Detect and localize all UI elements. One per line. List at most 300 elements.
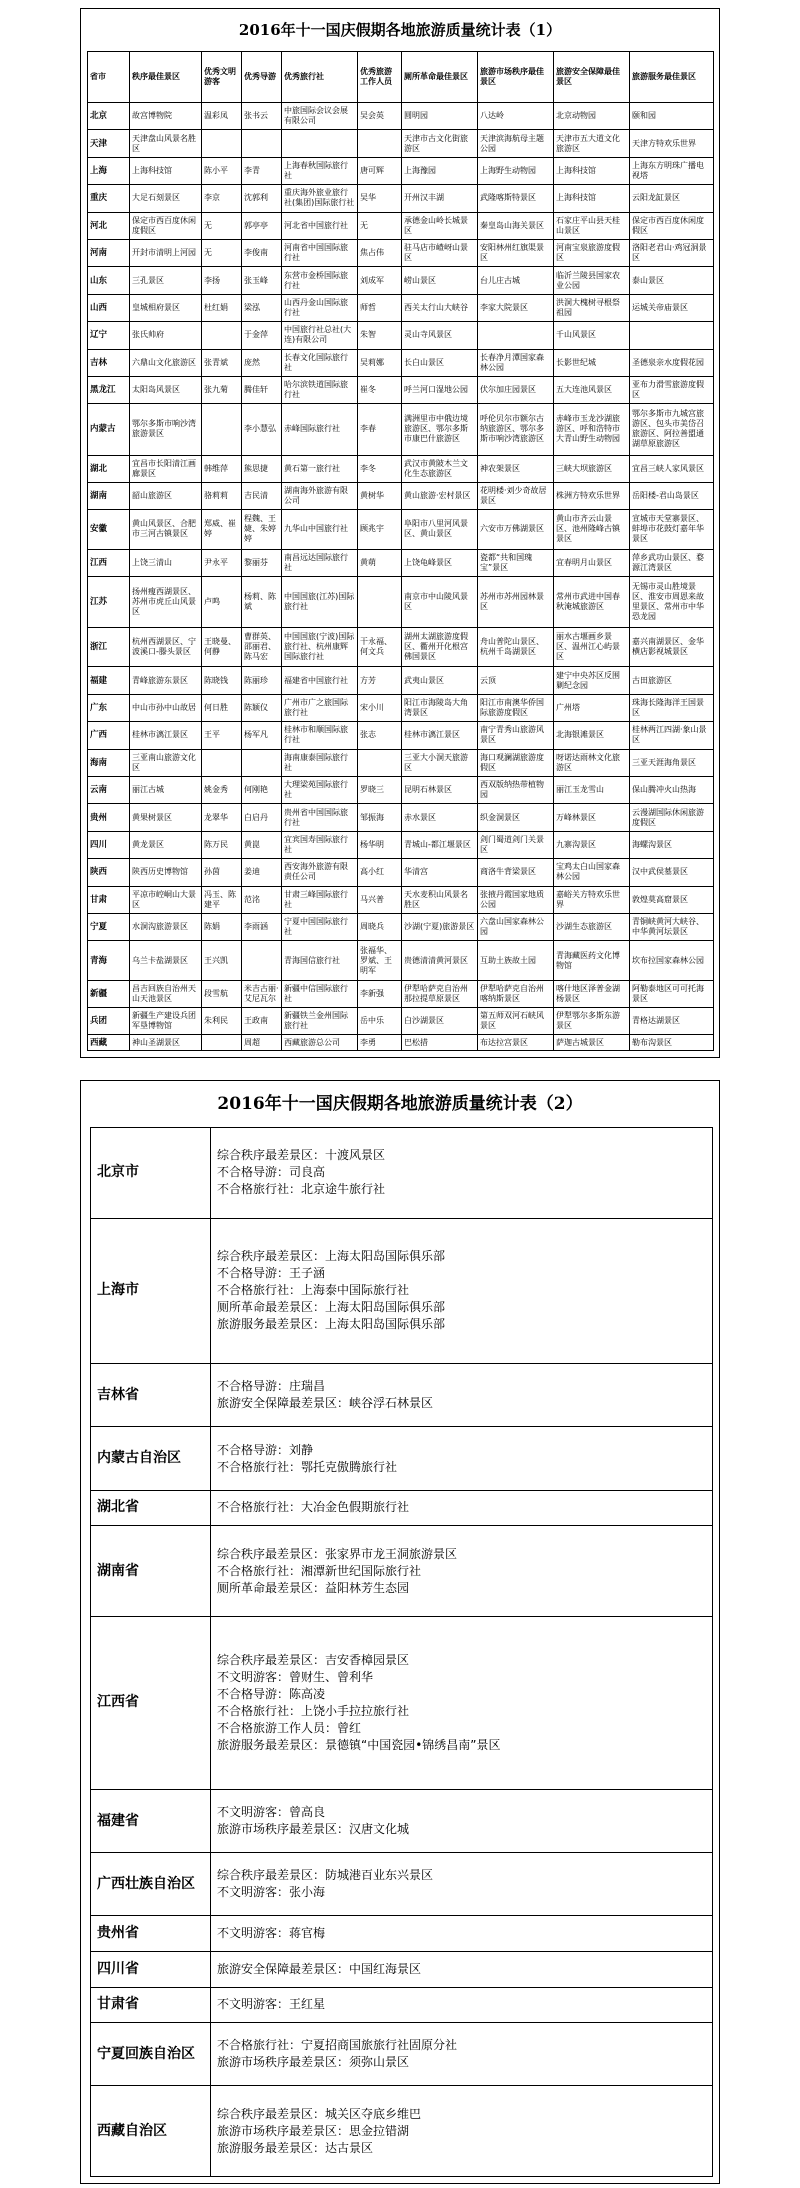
table-cell: 天水麦积山风景名胜区 [402, 886, 478, 913]
table-row [91, 1427, 713, 1490]
table-cell: 中旅国际会议会展有限公司 [282, 103, 358, 130]
table-cell: 李扬 [202, 267, 242, 294]
table-cell: 第五师双河石峡风景区 [478, 1008, 554, 1035]
table-cell: 郭亭亭 [242, 212, 282, 239]
table-cell: 圆明园 [402, 103, 478, 130]
table-cell: 常州市武进中国春秋淹城旅游区 [554, 576, 630, 627]
item-line: 旅游安全保障最差景区：峡谷浮石林景区 [217, 1396, 434, 1411]
item-line: 不合格旅行社：上饶小手拉拉旅行社 [217, 1703, 410, 1718]
table-cell: 云漫湖国际休闲旅游度假区 [630, 804, 714, 831]
table-cell: 中国国旅(宁波)国际旅行社、杭州康辉国际旅行社 [282, 628, 358, 667]
table-cell: 范洺 [242, 886, 282, 913]
table-cell: 北京动物园 [554, 103, 630, 130]
column-header: 省市 [88, 52, 130, 103]
items-cell [211, 1427, 713, 1490]
table-cell: 呀诺达雨林文化旅游区 [554, 749, 630, 776]
table-cell: 黄山旅游·宏村景区 [402, 482, 478, 509]
region-cell: 江西省 [91, 1616, 211, 1789]
table-cell: 梁泓 [242, 294, 282, 321]
table-cell: 西双版纳热带植物园 [478, 777, 554, 804]
item-line: 综合秩序最差景区：城关区夺底乡维巴 [217, 2106, 422, 2121]
province-cell: 江西 [88, 549, 130, 576]
items-cell [211, 1790, 713, 1853]
table-cell: 宜昌三峡人家风景区 [630, 455, 714, 482]
column-header: 优秀旅行社 [282, 52, 358, 103]
region-cell: 贵州省 [91, 1916, 211, 1952]
region-cell: 吉林省 [91, 1364, 211, 1427]
table-row [91, 2086, 713, 2177]
table-cell: 王平 [202, 722, 242, 749]
table-cell: 青城山-都江堰景区 [402, 831, 478, 858]
items-cell [211, 1951, 713, 1987]
table-row [88, 322, 714, 349]
stats-table-2-panel [80, 1080, 720, 2184]
table-cell: 天津方特欢乐世界 [630, 130, 714, 157]
table-cell: 上饶龟峰景区 [402, 549, 478, 576]
table-cell: 汉中武侯墓景区 [630, 859, 714, 886]
table-cell: 北海银滩景区 [554, 722, 630, 749]
table-cell: 花明楼·刘少奇故居景区 [478, 482, 554, 509]
province-cell: 天津 [88, 130, 130, 157]
table-cell: 新疆生产建设兵团军垦博物馆 [130, 1008, 202, 1035]
region-cell: 内蒙古自治区 [91, 1427, 211, 1490]
table-cell: 神农架景区 [478, 455, 554, 482]
table-cell: 开州汉丰湖 [402, 185, 478, 212]
table-cell: 桂林市和顺国际旅行社 [282, 722, 358, 749]
items-cell [211, 1853, 713, 1916]
table-cell: 郑威、崔婷 [202, 510, 242, 549]
table-row [91, 1987, 713, 2023]
table-cell: 伏尔加庄园景区 [478, 376, 554, 403]
table-cell: 中国国旅(江苏)国际旅行社 [282, 576, 358, 627]
table-cell: 巴松措 [402, 1035, 478, 1051]
table-cell: 高小红 [358, 859, 402, 886]
items-cell [211, 1490, 713, 1526]
table-cell: 宜春明月山景区 [554, 549, 630, 576]
table-cell [630, 322, 714, 349]
table-cell: 临沂兰陵县国家农业公园 [554, 267, 630, 294]
table-cell: 马兴普 [358, 886, 402, 913]
region-cell: 湖南省 [91, 1526, 211, 1617]
province-cell: 贵州 [88, 804, 130, 831]
table-cell: 武汉市黄陂木兰文化生态旅游区 [402, 455, 478, 482]
table-cell: 呼兰河口湿地公园 [402, 376, 478, 403]
table-cell: 杜红娟 [202, 294, 242, 321]
table-cell: 方芳 [358, 667, 402, 694]
table-cell: 三亚南山旅游文化区 [130, 749, 202, 776]
table-cell: 甘肃三峰国际旅行社 [282, 886, 358, 913]
table-cell: 湖州太湖旅游度假区、衢州开化根宫佛国景区 [402, 628, 478, 667]
table-cell: 陈颖仪 [242, 694, 282, 721]
items-cell [211, 1128, 713, 1219]
table-row [88, 130, 714, 157]
table-cell: 腾佳轩 [242, 376, 282, 403]
table-cell: 重庆海外旅业旅行社(集团)国际旅行社 [282, 185, 358, 212]
table-cell: 云顶 [478, 667, 554, 694]
table-cell: 丽江玉龙雪山 [554, 777, 630, 804]
table-cell: 大理梁苑国际旅行社 [282, 777, 358, 804]
table-cell: 八达岭 [478, 103, 554, 130]
province-cell: 新疆 [88, 980, 130, 1007]
table-cell: 安阳林州红旗渠景区 [478, 239, 554, 266]
item-line: 不文明游客：王红星 [217, 1997, 326, 2012]
table-cell: 赤峰国际旅行社 [282, 404, 358, 455]
item-line: 旅游服务最差景区：景德镇“中国瓷园•锦绣昌南”景区 [217, 1737, 501, 1752]
table-cell: 剑门蜀道剑门关景区 [478, 831, 554, 858]
table-cell: 张掖丹霞国家地质公园 [478, 886, 554, 913]
table-cell: 长影世纪城 [554, 349, 630, 376]
stats-table-1 [87, 51, 714, 1051]
province-cell: 辽宁 [88, 322, 130, 349]
table-1-title: 2016年十一国庆假期各地旅游质量统计表（1） [238, 21, 562, 39]
table-cell: 上海东方明珠广播电视塔 [630, 157, 714, 184]
table-cell: 王兴凯 [202, 941, 242, 980]
province-cell: 浙江 [88, 628, 130, 667]
table-row [88, 482, 714, 509]
table-cell: 开封市清明上河园 [130, 239, 202, 266]
table-cell: 庞然 [242, 349, 282, 376]
item-line: 不合格导游：王子涵 [217, 1266, 326, 1281]
table-cell [242, 941, 282, 980]
table-cell: 敦煌莫高窟景区 [630, 886, 714, 913]
table-cell: 昆明石林景区 [402, 777, 478, 804]
table-cell: 岳中乐 [358, 1008, 402, 1035]
table-cell: 西藏旅游总公司 [282, 1035, 358, 1051]
table-row [88, 722, 714, 749]
table-cell: 崔冬 [358, 376, 402, 403]
table-cell: 运城关帝庙景区 [630, 294, 714, 321]
item-line: 不合格旅行社：北京途牛旅行社 [217, 1182, 386, 1197]
table-cell [282, 130, 358, 157]
table-row [88, 941, 714, 980]
table-cell: 顾兆宇 [358, 510, 402, 549]
item-line: 不合格导游：陈高凌 [217, 1686, 326, 1701]
table-cell: 长白山景区 [402, 349, 478, 376]
table-cell: 千山风景区 [554, 322, 630, 349]
table-cell: 何刚艳 [242, 777, 282, 804]
table-cell: 师哲 [358, 294, 402, 321]
table-cell: 宁夏中国国际旅行社 [282, 913, 358, 940]
table-row [88, 212, 714, 239]
table-cell [202, 130, 242, 157]
table-cell: 黄萌 [358, 549, 402, 576]
table-row [88, 886, 714, 913]
table-cell: 杨莉、陈斌 [242, 576, 282, 627]
table-cell [202, 404, 242, 455]
table-cell: 三孔景区 [130, 267, 202, 294]
table-cell: 满洲里市中俄边境旅游区、鄂尔多斯市康巴什旅游区 [402, 404, 478, 455]
table-cell: 驻马店市嵖岈山景区 [402, 239, 478, 266]
table-cell: 李雨涵 [242, 913, 282, 940]
table-cell: 阿勒泰地区可可托海景区 [630, 980, 714, 1007]
table-cell: 灵山寺风景区 [402, 322, 478, 349]
table-cell: 于金萍 [242, 322, 282, 349]
table-cell: 保定市西百度休闲度假区 [130, 212, 202, 239]
table-cell: 黎丽芬 [242, 549, 282, 576]
table-cell: 唐可辉 [358, 157, 402, 184]
column-header: 厕所革命最佳景区 [402, 52, 478, 103]
column-header: 优秀导游 [242, 52, 282, 103]
item-line: 旅游服务最差景区：上海太阳岛国际俱乐部 [217, 1317, 446, 1332]
table-cell: 上海野生动物园 [478, 157, 554, 184]
province-cell: 陕西 [88, 859, 130, 886]
table-cell: 上海科技馆 [554, 185, 630, 212]
table-cell: 阳江市南澳华侨国际旅游度假区 [478, 694, 554, 721]
table-cell: 尹永平 [202, 549, 242, 576]
province-cell: 四川 [88, 831, 130, 858]
table-cell: 嘉兴南湖景区、金华横店影视城景区 [630, 628, 714, 667]
table-cell: 桂林市漓江景区 [130, 722, 202, 749]
table-cell [242, 749, 282, 776]
table-row [91, 2023, 713, 2086]
table-cell: 黄果树景区 [130, 804, 202, 831]
table-cell: 广州塔 [554, 694, 630, 721]
table-cell: 青海国信旅行社 [282, 941, 358, 980]
table-cell: 何日胜 [202, 694, 242, 721]
province-cell: 海南 [88, 749, 130, 776]
item-line: 综合秩序最差景区：张家界市龙王洞旅游景区 [217, 1546, 458, 1561]
table-cell: 李京 [202, 185, 242, 212]
table-row [91, 1790, 713, 1853]
table-cell: 喀什地区泽普金湖杨景区 [554, 980, 630, 1007]
table-row [88, 1035, 714, 1051]
table-cell: 湖南海外旅游有限公司 [282, 482, 358, 509]
item-line: 不合格旅行社：上海泰中国际旅行社 [217, 1283, 410, 1298]
table-row [91, 1616, 713, 1789]
table-cell: 宜昌市长阳清江画廊景区 [130, 455, 202, 482]
table-row [88, 694, 714, 721]
table-cell: 邹振海 [358, 804, 402, 831]
items-cell [211, 1916, 713, 1952]
stats-table-2 [90, 1127, 713, 2177]
item-line: 不合格导游：司良高 [217, 1165, 326, 1180]
province-cell: 北京 [88, 103, 130, 130]
table-cell: 三亚天涯海角景区 [630, 749, 714, 776]
table-cell: 程魏、王婕、朱婷婷 [242, 510, 282, 549]
table-cell: 建宁中央苏区反围剿纪念园 [554, 667, 630, 694]
table-cell: 商洛牛背梁景区 [478, 859, 554, 886]
table-cell: 刘成军 [358, 267, 402, 294]
table-cell [358, 576, 402, 627]
table-cell [202, 322, 242, 349]
table-cell: 泰山景区 [630, 267, 714, 294]
table-row [88, 239, 714, 266]
table-cell: 古田旅游区 [630, 667, 714, 694]
stats-table-1-panel [80, 8, 720, 1058]
table-row [91, 1916, 713, 1952]
table-cell: 青铜峡黄河大峡谷、中华黄河坛景区 [630, 913, 714, 940]
table-cell: 武夷山景区 [402, 667, 478, 694]
column-header: 秩序最佳景区 [130, 52, 202, 103]
province-cell: 西藏 [88, 1035, 130, 1051]
table-cell [202, 1035, 242, 1051]
table-cell: 哈尔滨铁道国际旅行社 [282, 376, 358, 403]
table-cell: 朱利民 [202, 1008, 242, 1035]
table-1-body [88, 103, 714, 1051]
table-cell: 河北省中国旅行社 [282, 212, 358, 239]
table-cell: 西安海外旅游有限责任公司 [282, 859, 358, 886]
table-cell: 赤峰市玉龙沙湖旅游区、呼和浩特市大青山野生动物园 [554, 404, 630, 455]
province-cell: 宁夏 [88, 913, 130, 940]
table-cell: 西关太行山大峡谷 [402, 294, 478, 321]
table-cell: 云阳龙缸景区 [630, 185, 714, 212]
table-cell: 张志 [358, 722, 402, 749]
table-cell: 张氏帅府 [130, 322, 202, 349]
table-cell: 曹群英、邵丽君、陈马宏 [242, 628, 282, 667]
table-cell: 福建省中国旅行社 [282, 667, 358, 694]
table-cell: 勒布沟景区 [630, 1035, 714, 1051]
table-cell: 海南康泰国际旅行社 [282, 749, 358, 776]
table-cell: 瓷都“共和国瑰宝”景区 [478, 549, 554, 576]
table-cell: 黄树华 [358, 482, 402, 509]
table-row [88, 667, 714, 694]
table-cell: 保山腾冲火山热海 [630, 777, 714, 804]
table-cell: 李冬 [358, 455, 402, 482]
column-header: 优秀旅游工作人员 [358, 52, 402, 103]
table-row [88, 103, 714, 130]
table-row [91, 1526, 713, 1617]
table-cell: 上海豫园 [402, 157, 478, 184]
table-cell: 武隆喀斯特景区 [478, 185, 554, 212]
table-cell: 华清宫 [402, 859, 478, 886]
region-cell: 宁夏回族自治区 [91, 2023, 211, 2086]
table-cell [202, 749, 242, 776]
table-cell [242, 130, 282, 157]
table-row [88, 376, 714, 403]
table-cell: 故宫博物院 [130, 103, 202, 130]
table-cell: 乌兰卡盐湖景区 [130, 941, 202, 980]
table-cell: 颐和园 [630, 103, 714, 130]
table-row [88, 1008, 714, 1035]
table-cell: 大足石刻景区 [130, 185, 202, 212]
table-cell: 万峰林景区 [554, 804, 630, 831]
table-cell: 承德金山岭长城景区 [402, 212, 478, 239]
table-cell: 王政南 [242, 1008, 282, 1035]
table-cell: 青峰旅游东景区 [130, 667, 202, 694]
table-cell: 无锡市灵山胜境景区、淮安市周恩来故里景区、常州市中华恐龙园 [630, 576, 714, 627]
table-cell [478, 322, 554, 349]
table-row [88, 831, 714, 858]
column-header: 旅游安全保障最佳景区 [554, 52, 630, 103]
table-row [88, 859, 714, 886]
table-cell: 嘉峪关方特欢乐世界 [554, 886, 630, 913]
table-cell: 皇城相府景区 [130, 294, 202, 321]
item-line: 不合格旅行社：大冶金色假期旅行社 [217, 1500, 410, 1515]
item-line: 旅游服务最差景区：达古景区 [217, 2140, 374, 2155]
table-cell: 宝鸡太白山国家森林公园 [554, 859, 630, 886]
table-cell: 沈郭利 [242, 185, 282, 212]
table-cell: 青海藏医药文化博物馆 [554, 941, 630, 980]
province-cell: 福建 [88, 667, 130, 694]
table-cell: 罗晓三 [358, 777, 402, 804]
table-cell: 海螺沟景区 [630, 831, 714, 858]
table-cell: 白沙湖景区 [402, 1008, 478, 1035]
province-cell: 重庆 [88, 185, 130, 212]
table-row [88, 455, 714, 482]
item-line: 旅游安全保障最差景区：中国红海景区 [217, 1961, 422, 1976]
table-cell: 李新强 [358, 980, 402, 1007]
province-cell: 山西 [88, 294, 130, 321]
table-cell: 张玉峰 [242, 267, 282, 294]
province-cell: 内蒙古 [88, 404, 130, 455]
table-cell: 上饶三清山 [130, 549, 202, 576]
table-cell: 杭州西湖景区、宁波溪口-滕头景区 [130, 628, 202, 667]
table-cell: 无 [202, 212, 242, 239]
province-cell: 上海 [88, 157, 130, 184]
table-cell: 新疆铁兰金州国际旅行社 [282, 1008, 358, 1035]
table-cell: 长春净月潭国家森林公园 [478, 349, 554, 376]
table-row [88, 628, 714, 667]
table-cell: 吉民清 [242, 482, 282, 509]
table-row [88, 510, 714, 549]
table-cell: 台儿庄古城 [478, 267, 554, 294]
province-cell: 吉林 [88, 349, 130, 376]
table-cell: 昌吉回族自治州天山天池景区 [130, 980, 202, 1007]
table-2-title: 2016年十一国庆假期各地旅游质量统计表（2） [217, 1094, 583, 1114]
table-cell: 米吉古丽·艾尼瓦尔 [242, 980, 282, 1007]
table-cell: 孙茵 [202, 859, 242, 886]
table-row [91, 1364, 713, 1427]
province-cell: 广西 [88, 722, 130, 749]
item-line: 综合秩序最差景区：防城港百业东兴景区 [217, 1868, 434, 1883]
table-cell: 李春 [358, 404, 402, 455]
table-cell: 王晓曼、何静 [202, 628, 242, 667]
table-row [91, 1490, 713, 1526]
item-line: 不合格旅游工作人员：曾红 [217, 1720, 362, 1735]
table-cell: 鄂尔多斯市九城宫旅游区、包头市美岱召旅游区、阿拉善盟通湖草原旅游区 [630, 404, 714, 455]
table-cell: 吴华 [358, 185, 402, 212]
table-cell: 天津滨海航母主题公园 [478, 130, 554, 157]
table-cell: 吴会英 [358, 103, 402, 130]
table-cell: 李俊南 [242, 239, 282, 266]
table-cell: 无 [202, 239, 242, 266]
table-cell: 九寨沟景区 [554, 831, 630, 858]
items-cell [211, 1364, 713, 1427]
table-row [91, 1218, 713, 1364]
table-row [88, 804, 714, 831]
table-cell: 贵州省中国国际旅行社 [282, 804, 358, 831]
table-cell: 水洞沟旅游景区 [130, 913, 202, 940]
table-cell: 丽水古堰画乡景区、温州江心屿景区 [554, 628, 630, 667]
table-cell: 六盘山国家森林公园 [478, 913, 554, 940]
table-cell: 秦皇岛山海关景区 [478, 212, 554, 239]
table-cell: 朱智 [358, 322, 402, 349]
province-cell: 江苏 [88, 576, 130, 627]
table-cell: 山西丹金山国际旅行社 [282, 294, 358, 321]
table-cell: 五大连池风景区 [554, 376, 630, 403]
table-cell: 姜迪 [242, 859, 282, 886]
table-cell: 太阳岛风景区 [130, 376, 202, 403]
table-cell: 桂林市漓江景区 [402, 722, 478, 749]
item-line: 综合秩序最差景区：十渡风景区 [217, 1148, 386, 1163]
table-cell: 河南省中国国际旅行社 [282, 239, 358, 266]
table-cell: 沙湖生态旅游区 [554, 913, 630, 940]
region-cell: 湖北省 [91, 1490, 211, 1526]
table-cell: 干永福、何文兵 [358, 628, 402, 667]
column-header: 旅游服务最佳景区 [630, 52, 714, 103]
region-cell: 福建省 [91, 1790, 211, 1853]
column-header: 旅游市场秩序最佳景区 [478, 52, 554, 103]
province-cell: 云南 [88, 777, 130, 804]
province-cell: 甘肃 [88, 886, 130, 913]
table-cell: 六安市万佛湖景区 [478, 510, 554, 549]
table-cell: 张九菊 [202, 376, 242, 403]
item-line: 不合格旅行社：宁夏招商国旅旅行社固原分社 [217, 2038, 458, 2053]
table-row [88, 157, 714, 184]
province-cell: 河北 [88, 212, 130, 239]
table-cell: 鄂尔多斯市响沙湾旅游景区 [130, 404, 202, 455]
item-line: 厕所革命最差景区：益阳林芳生态园 [217, 1580, 410, 1595]
